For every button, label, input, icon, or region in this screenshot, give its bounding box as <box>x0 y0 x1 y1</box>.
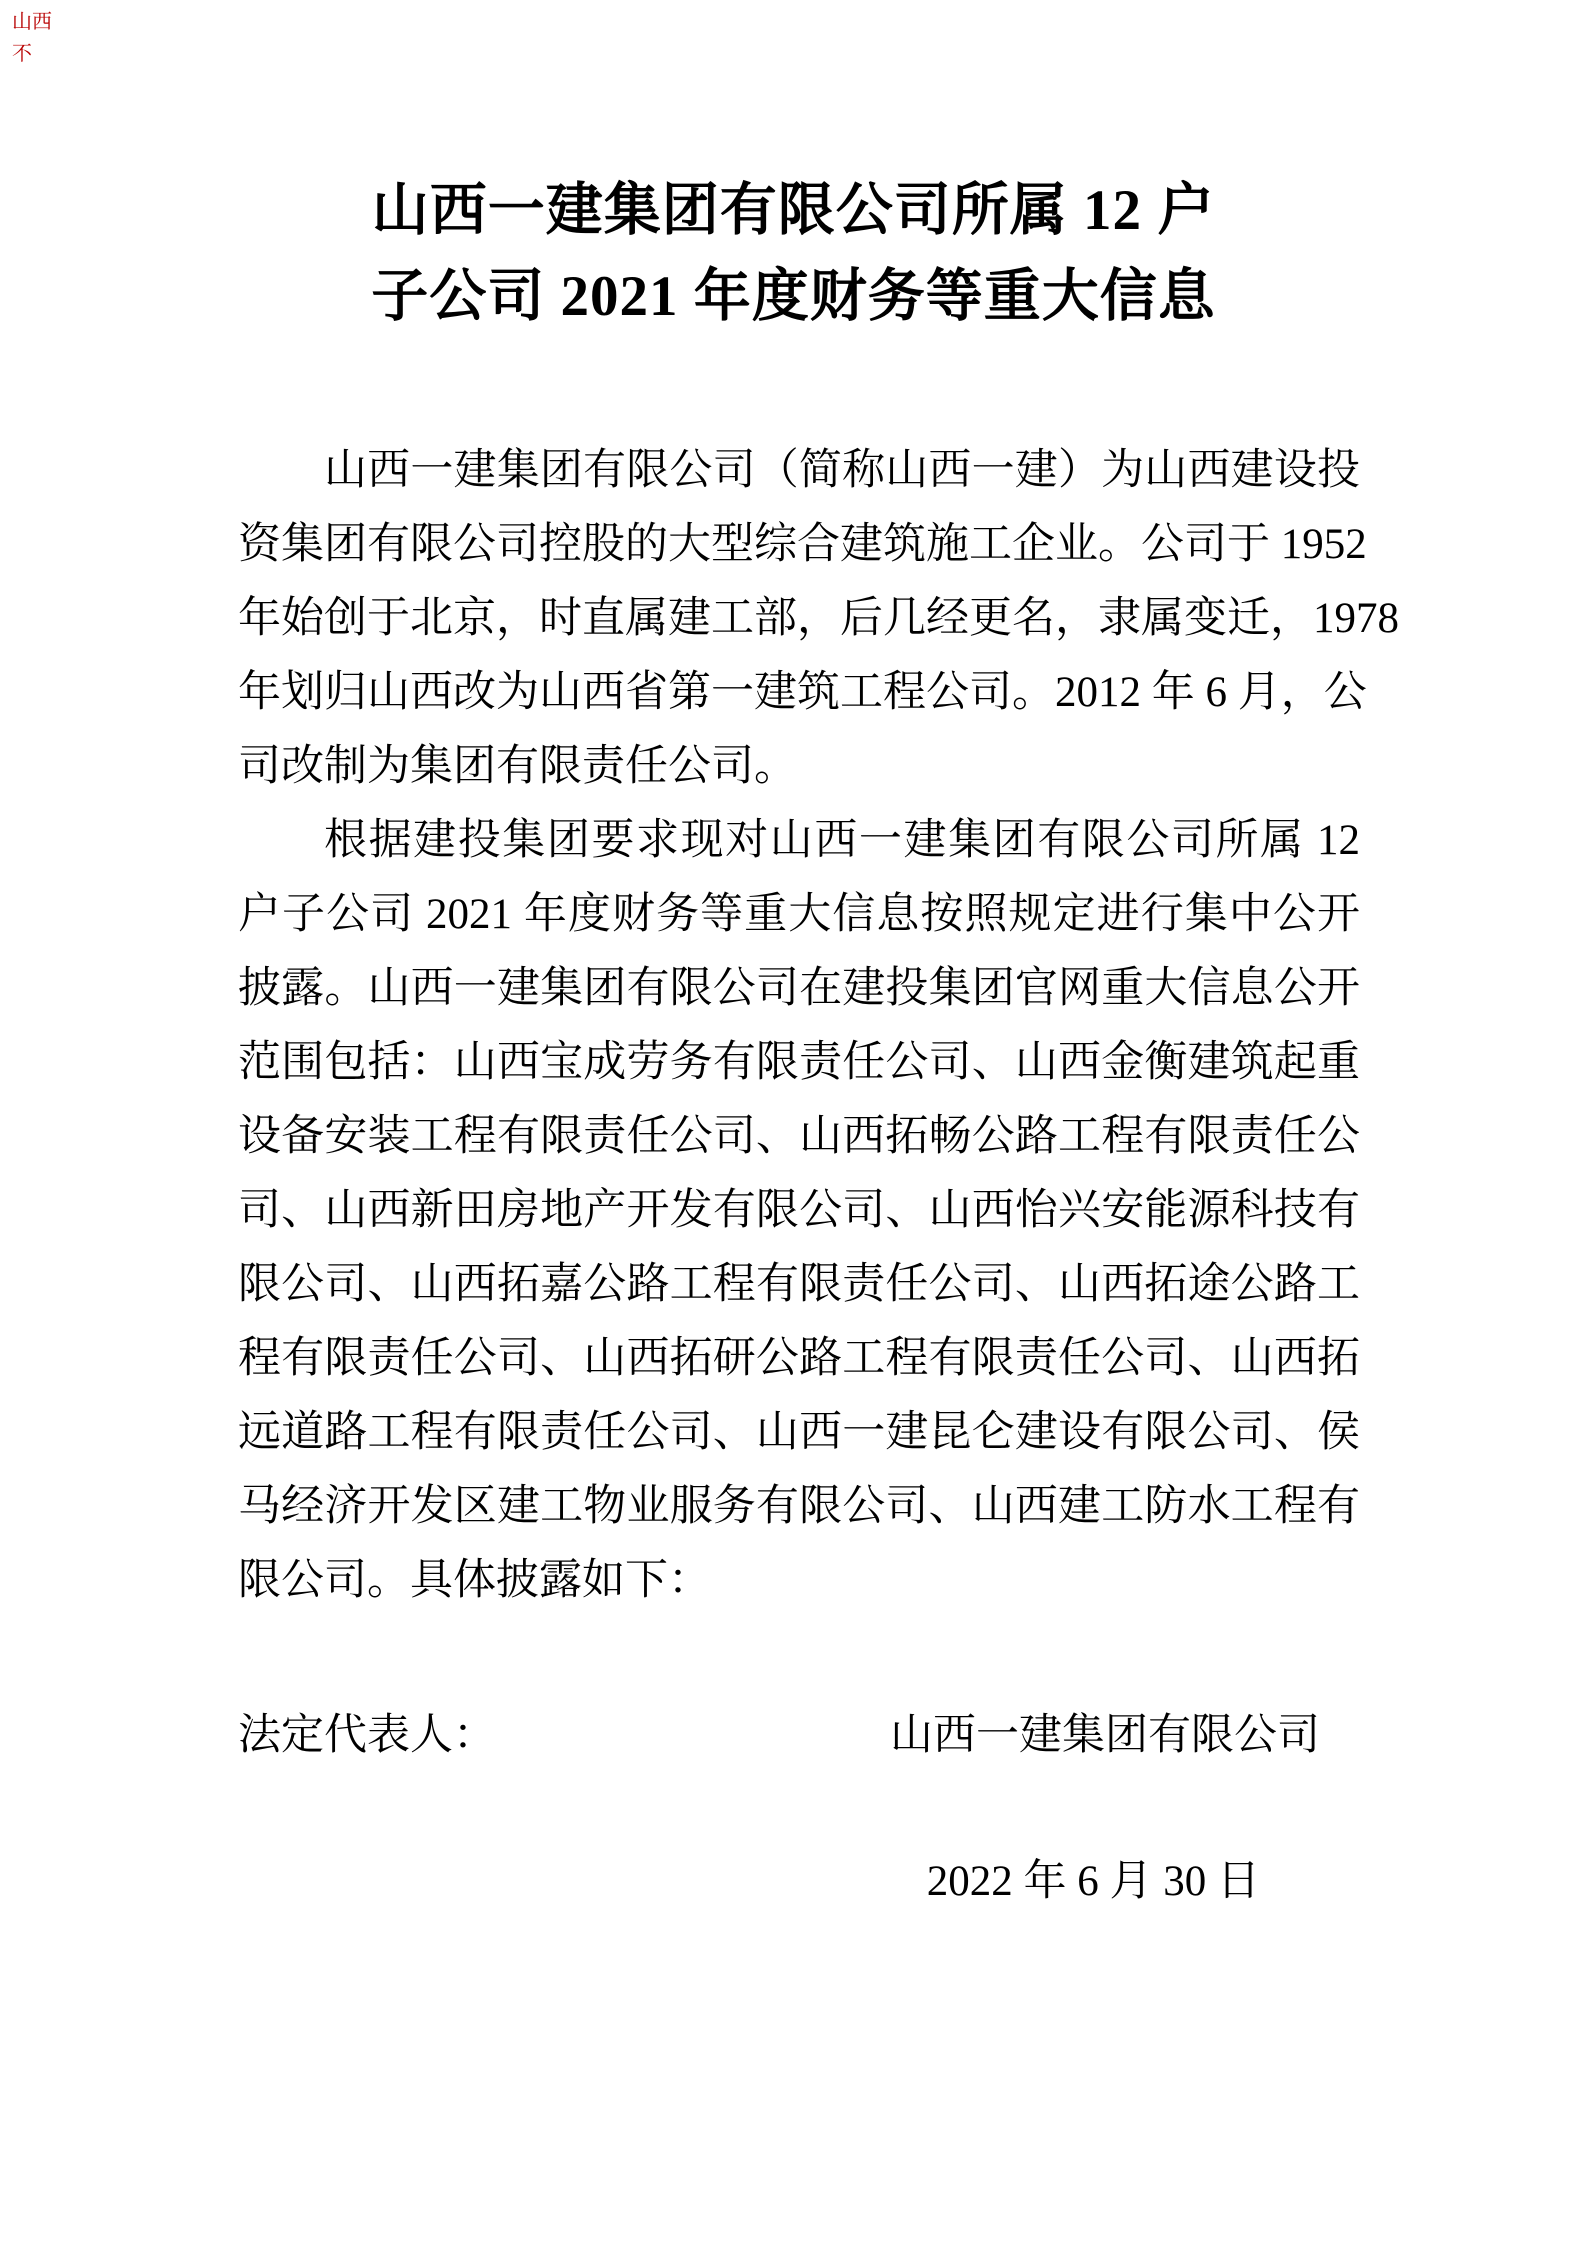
company-name: 山西一建集团有限公司 <box>890 1712 1320 1759</box>
document-title-line2: 子公司 2021 年度财务等重大信息 <box>371 265 1216 328</box>
paragraph-2-line: 远道路工程有限责任公司、山西一建昆仑建设有限公司、侯 <box>238 1409 1360 1456</box>
paragraph-2-line: 披露。山西一建集团有限公司在建投集团官网重大信息公开 <box>238 965 1360 1012</box>
paragraph-2-line: 程有限责任公司、山西拓研公路工程有限责任公司、山西拓 <box>238 1335 1360 1382</box>
paragraph-1-line: 山西一建集团有限公司（简称山西一建）为山西建设投 <box>324 447 1360 494</box>
paragraph-1-line: 年划归山西改为山西省第一建筑工程公司。2012 年 6 月，公 <box>238 669 1367 716</box>
body-text <box>238 434 1399 1618</box>
paragraph-2-line: 范围包括：山西宝成劳务有限责任公司、山西金衡建筑起重 <box>238 1039 1360 1086</box>
document-content <box>238 434 1399 1919</box>
paragraph-2-line: 限公司、山西拓嘉公路工程有限责任公司、山西拓途公路工 <box>238 1261 1360 1308</box>
paragraph-2-line: 马经济开发区建工物业服务有限公司、山西建工防水工程有 <box>238 1483 1360 1530</box>
signature-row <box>238 1699 1360 1773</box>
paragraph-2 <box>238 804 1360 1618</box>
paragraph-1-line: 年始创于北京，时直属建工部，后几经更名，隶属变迁，1978 <box>238 595 1399 642</box>
red-corner-mark-line1: 山西 <box>12 11 52 33</box>
paragraph-1-line: 资集团有限公司控股的大型综合建筑施工企业。公司于 1952 <box>238 521 1367 568</box>
legal-representative-label: 法定代表人： <box>238 1712 496 1759</box>
paragraph-1-line: 司改制为集团有限责任公司。 <box>238 743 797 790</box>
paragraph-2-line: 户子公司 2021 年度财务等重大信息按照规定进行集中公开 <box>238 891 1360 938</box>
document-date: 2022 年 6 月 30 日 <box>926 1858 1260 1905</box>
paragraph-2-line: 司、山西新田房地产开发有限公司、山西怡兴安能源科技有 <box>238 1187 1360 1234</box>
paragraph-2-line: 限公司。具体披露如下： <box>238 1557 711 1604</box>
red-corner-mark-line2: 不 <box>12 43 32 65</box>
document-title <box>100 168 1487 340</box>
document-title-line1: 山西一建集团有限公司所属 12 户 <box>371 179 1216 242</box>
paragraph-2-line: 设备安装工程有限责任公司、山西拓畅公路工程有限责任公 <box>238 1113 1360 1160</box>
paragraph-1 <box>238 434 1399 804</box>
red-corner-marks <box>12 6 52 70</box>
paragraph-2-line: 根据建投集团要求现对山西一建集团有限公司所属 12 <box>324 817 1360 864</box>
